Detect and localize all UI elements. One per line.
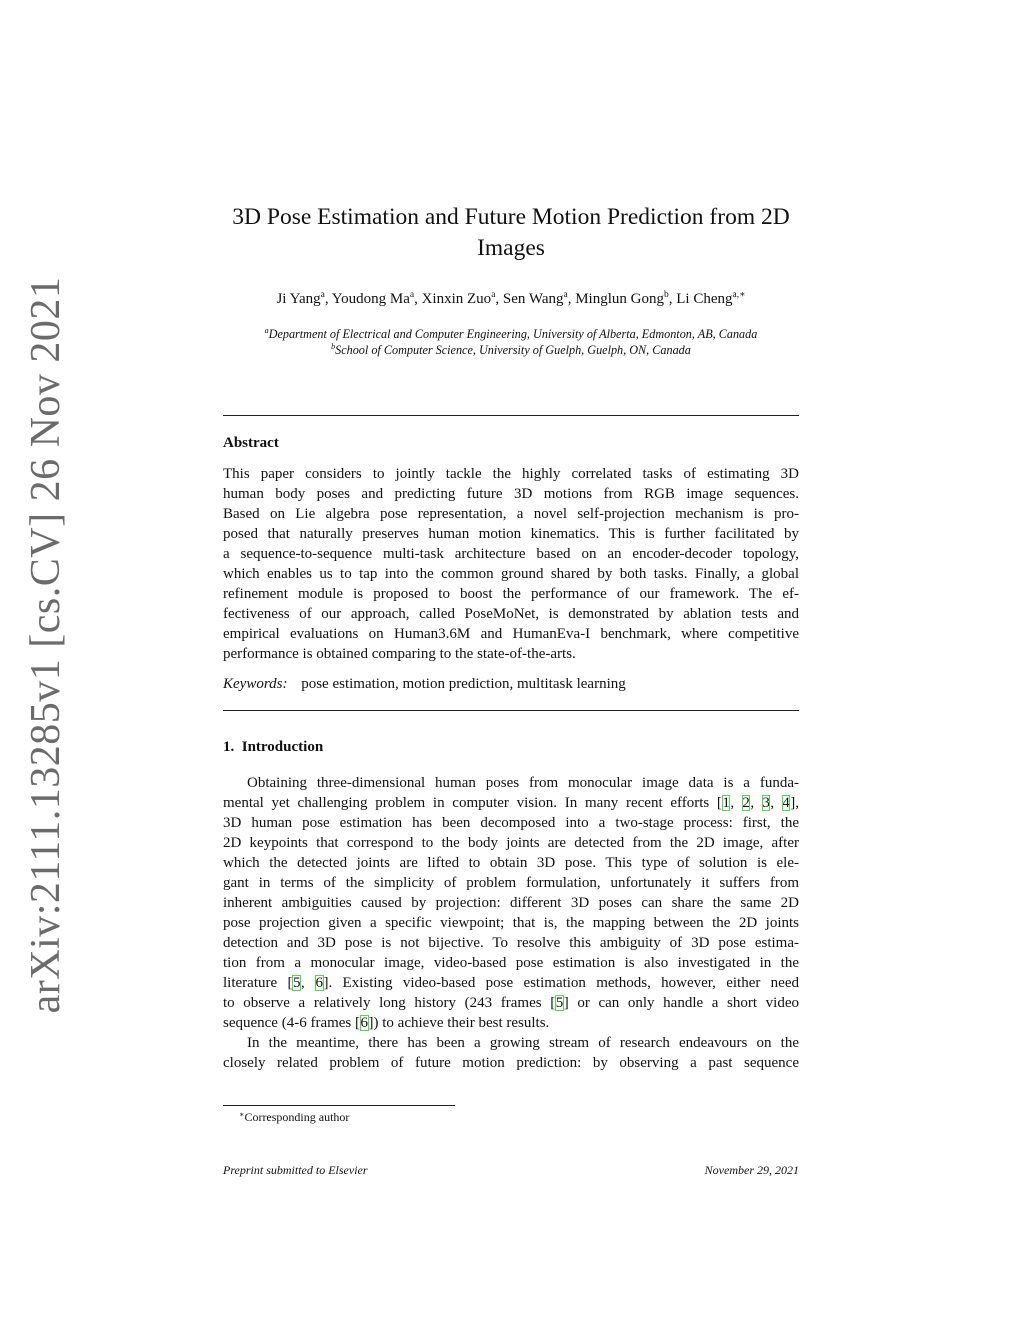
abstract-line: This paper considers to jointly tackle the highly correlated tasks of estimating 3D: [223, 466, 799, 482]
intro-line: pose projection given a specific viewpoint; that is, the mapping between the 2D joints: [223, 915, 799, 931]
abstract-line: a sequence-to-sequence multi-task architecture based on an encoder-decoder topology,: [223, 546, 799, 562]
affiliation-list: [223, 326, 799, 358]
abstract-line: human body poses and predicting future 3D motions from RGB image sequences.: [223, 486, 799, 502]
abstract-line: performance is obtained comparing to the state-of-the-arts.: [223, 646, 576, 662]
author-affiliation-mark: a: [409, 290, 415, 300]
footer-left: Preprint submitted to Elsevier: [223, 1163, 368, 1177]
section-number: 1.: [223, 739, 235, 755]
abstract-line: posed that naturally preserves human motion kinematics. This is further facilitated by: [223, 526, 799, 542]
keywords-text: pose estimation, motion prediction, multitask learning: [301, 676, 626, 692]
section-heading: [223, 739, 323, 756]
author-name: Xinxin Zuo: [421, 291, 492, 307]
keywords: [223, 676, 626, 693]
intro-line: sequence (4-6 frames [6]) to achieve their best results.: [223, 1015, 550, 1031]
author: [676, 291, 745, 307]
arxiv-watermark: arXiv:2111.13285v1 [cs.CV] 26 Nov 2021: [23, 276, 69, 1014]
bottom-rule: [223, 710, 799, 711]
intro-line: tion from a monocular image, video-based pose estimation is also investigated in the: [223, 955, 799, 971]
intro-line: mental yet challenging problem in computer vision. In many recent efforts [1, 2, 3, 4],: [223, 795, 800, 811]
title-line-2: Images: [477, 235, 545, 261]
intro-line: Obtaining three-dimensional human poses from monocular image data is a funda-: [247, 775, 799, 791]
author-name: Li Cheng: [676, 291, 733, 307]
citation-link[interactable]: 1: [722, 795, 730, 811]
intro-line: to observe a relatively long history (243 frames [5] or can only handle a short video: [223, 995, 799, 1011]
intro-line: which the detected joints are lifted to obtain 3D pose. This type of solution is ele-: [223, 855, 799, 871]
footer-right: November 29, 2021: [704, 1163, 799, 1177]
abstract-line: which enables us to tap into the common ground shared by both tasks. Finally, a global: [223, 566, 799, 582]
section-title: Introduction: [241, 739, 324, 755]
author-list: Ji Yang$^a$, Youdong Ma$^a$, Xinxin Zuo$^a$, Sen Wang$^a$, Minglun Gong$^b$, Li Cheng$^{a,∗}$: [276, 290, 746, 307]
citation-link[interactable]: 5: [292, 975, 301, 991]
intro-line: gant in terms of the simplicity of problem formulation, unfortunately it suffers from: [223, 875, 799, 891]
footnote-text: Corresponding author: [244, 1110, 350, 1124]
abstract-body: [223, 464, 799, 664]
top-rule: [223, 415, 799, 416]
affiliation-text: School of Computer Science, University of Guelph, Guelph, ON, Canada: [335, 343, 691, 357]
author-name: Ji Yang: [276, 291, 321, 307]
intro-line: detection and 3D pose is not bijective. To resolve this ambiguity of 3D pose estima-: [223, 935, 799, 951]
abstract-line: Based on Lie algebra pose representation, a novel self-projection mechanism is pro-: [223, 506, 799, 522]
abstract-line: refinement module is proposed to boost the performance of our framework. The ef-: [223, 586, 799, 602]
author-affiliation-mark: b: [663, 290, 669, 300]
citation-link[interactable]: 4: [782, 795, 790, 811]
affiliation-mark: a: [264, 326, 269, 335]
footnote-mark: ∗: [239, 1110, 245, 1119]
footnote: [239, 1110, 349, 1125]
author: [575, 291, 669, 307]
keywords-label: Keywords:: [223, 676, 288, 692]
introduction-body: [223, 773, 799, 1073]
author-affiliation-mark: a: [563, 290, 568, 300]
author: [276, 291, 324, 307]
author-name: Sen Wang: [502, 291, 564, 307]
intro-line: inherent ambiguities caused by projection: different 3D poses can share the same 2D: [223, 895, 799, 911]
affiliation: [223, 326, 799, 342]
paper-title: [223, 202, 799, 264]
affiliation-text: Department of Electrical and Computer Engineering, University of Alberta, Edmonton, AB, Canada: [268, 327, 758, 341]
author-affiliation-mark: a: [491, 290, 496, 300]
author: [332, 291, 414, 307]
abstract-line: fectiveness of our approach, called PoseMoNet, is demonstrated by ablation tests and: [223, 606, 799, 622]
author-affiliation-mark: a,∗: [732, 290, 746, 300]
intro-line: literature [5, 6]. Existing video-based pose estimation methods, however, either need: [223, 975, 799, 991]
citation-link[interactable]: 3: [762, 795, 770, 811]
abstract-heading: Abstract: [223, 435, 279, 451]
citation-link[interactable]: 5: [555, 995, 564, 1011]
author-affiliation-mark: a: [320, 290, 325, 300]
intro-line: 3D human pose estimation has been decomposed into a two-stage process: first, the: [223, 815, 799, 831]
citation-link[interactable]: 6: [315, 975, 323, 991]
intro-line: 2D keypoints that correspond to the body joints are detected from the 2D image, after: [223, 835, 799, 851]
abstract-line: empirical evaluations on Human3.6M and HumanEva-I benchmark, where competitive: [223, 626, 799, 642]
affiliation-mark: b: [331, 342, 336, 351]
author-name: Youdong Ma: [331, 291, 410, 307]
author: [503, 291, 568, 307]
intro-line: closely related problem of future motion prediction: by observing a past sequence: [223, 1055, 799, 1071]
citation-link[interactable]: 6: [360, 1015, 369, 1031]
footnote-rule: [223, 1105, 455, 1106]
intro-line: In the meantime, there has been a growing stream of research endeavours on the: [247, 1035, 799, 1051]
title-line-1: 3D Pose Estimation and Future Motion Prediction from 2D: [232, 204, 790, 230]
citation-link[interactable]: 2: [742, 795, 750, 811]
author: [422, 291, 496, 307]
author-name: Minglun Gong: [575, 291, 664, 307]
affiliation: [223, 342, 799, 358]
